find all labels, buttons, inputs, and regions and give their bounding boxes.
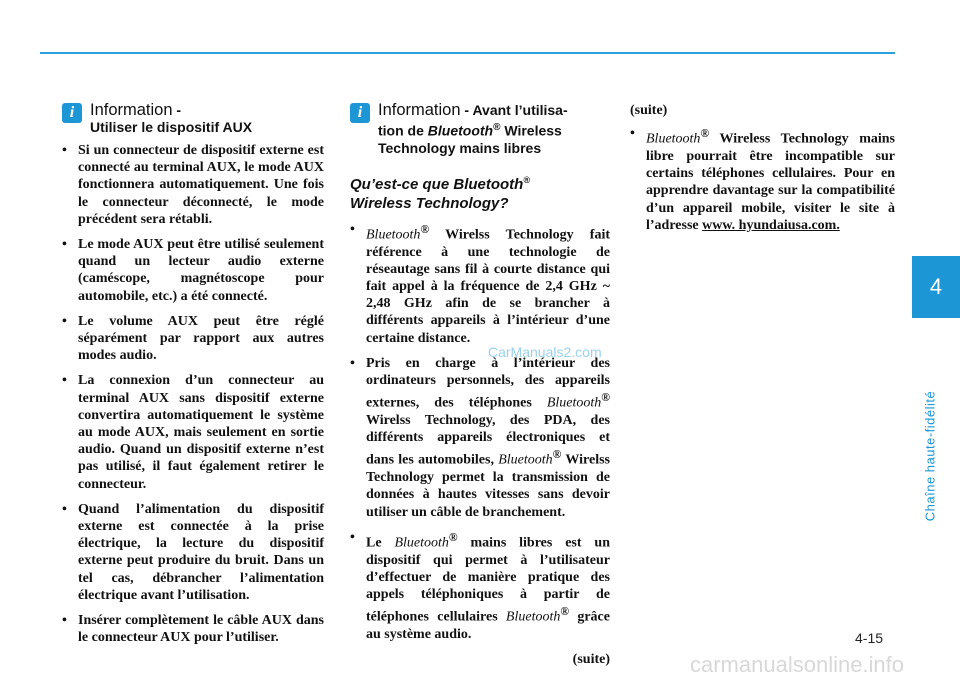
side-label-text: Chaîne haute-fidélité	[922, 390, 938, 522]
bluetooth-term: Bluetooth	[646, 131, 701, 147]
bullet-text: Wirelss Technology, des PDA, des différents appareils électroniques et dans les automobiles,	[366, 413, 610, 469]
bullet-text: Le	[366, 535, 395, 551]
list-item: • Le mode AUX peut être utilisé seulement quand un lecteur audio externe (caméscope, magnétoscope pour automobile, etc.) a été connecté.	[62, 236, 324, 305]
bluetooth-term: Bluetooth	[394, 535, 449, 551]
info-heading-aux	[62, 102, 324, 136]
info-label: Information	[378, 101, 461, 119]
title-part: tion de	[378, 122, 428, 139]
subheading	[350, 171, 610, 213]
bluetooth-term: Bluetooth	[546, 395, 602, 411]
info-label: Information	[90, 101, 173, 119]
info-icon: i	[62, 103, 82, 123]
bluetooth-term: Bluetooth	[498, 453, 553, 469]
aux-bullet-list	[62, 142, 324, 646]
compat-bullet-list	[630, 125, 895, 234]
column-aux	[62, 102, 324, 654]
info-title	[90, 102, 252, 136]
info-heading-bluetooth	[350, 102, 610, 157]
list-item: • Si un connecteur de dispositif externe est connecté au terminal AUX, le mode AUX fonctionnera automatiquement. Une fois le connecteur déconnecté, le mode précédent sera rétabli.	[62, 142, 324, 228]
bullet-text: Pris en charge à l’intérieur des ordinateurs personnels, des appareils externes, des téléphones	[366, 355, 610, 411]
list-item	[350, 529, 610, 644]
chapter-number: 4	[929, 274, 943, 299]
list-item	[350, 221, 610, 347]
registered-mark: ®	[601, 391, 610, 405]
list-item	[630, 125, 895, 234]
title-rest: Utiliser le dispositif AUX	[90, 119, 253, 135]
continued-label: (suite)	[572, 652, 610, 668]
subheading-part: Wireless Technology?	[350, 194, 509, 212]
title-part: - Avant l’utilisa-	[460, 102, 568, 118]
info-icon: i	[350, 103, 370, 123]
bluetooth-term: Bluetooth	[366, 227, 421, 243]
list-item: • Le volume AUX peut être réglé séparément par rapport aux autres modes audio.	[62, 313, 324, 365]
column-continued	[630, 102, 895, 242]
registered-mark: ®	[552, 448, 562, 462]
registered-mark: ®	[493, 122, 501, 133]
chapter-tab	[912, 256, 960, 318]
list-item: • Insérer complètement le câble AUX dans le connecteur AUX pour l’utiliser.	[62, 612, 324, 646]
bullet-text: mains libres est un dispositif qui permet à l’utilisateur d’effectuer de manière pratique des appels téléphoniques à partir de téléphones cellulaires	[366, 535, 610, 625]
list-item: • La connexion d’un connecteur au terminal AUX sans dispositif externe convertira automatiquement le système au mode AUX, mais seulement en sortie audio. Quand un dispositif externe n’est pas utilisé, il faut également retirer le connecteur.	[62, 372, 324, 492]
title-part: Wireless	[500, 122, 562, 139]
title-part: Technology mains libres	[378, 139, 542, 156]
overlay-watermark: CarManuals2.com	[488, 344, 602, 360]
registered-mark: ®	[523, 174, 530, 185]
list-item	[350, 355, 610, 521]
page-number: 4-15	[855, 630, 884, 646]
bullet-text: Wirelss Technology permet la transmission de données à hautes vitesses sans devoir utiliser un câble de branchement.	[366, 453, 610, 520]
bluetooth-bullet-list	[350, 221, 610, 644]
header-rule	[40, 52, 895, 54]
website-link[interactable]: www. hyundaiusa.com.	[702, 217, 840, 233]
bluetooth-term: Bluetooth	[505, 610, 561, 625]
watermark: carmanualsonline.info	[690, 652, 905, 677]
info-title	[378, 102, 568, 157]
continued-label: (suite)	[630, 103, 668, 118]
subheading-part: Qu’est-ce que Bluetooth	[350, 175, 524, 193]
list-item: • Quand l’alimentation du dispositif externe est connectée à la prise électrique, la lecture du dispositif externe peut produire du bruit. Dans un tel cas, débrancher l’alimentation électrique avant l’utilisation.	[62, 501, 324, 604]
registered-mark: ®	[420, 222, 430, 236]
bullet-text: grâce au système audio.	[366, 610, 610, 643]
title-bluetooth: Bluetooth	[427, 122, 494, 139]
registered-mark: ®	[560, 605, 570, 619]
column-bluetooth	[350, 102, 610, 669]
registered-mark: ®	[448, 530, 458, 544]
title-dash: -	[172, 102, 182, 118]
bullet-text: Wirelss Technology fait référence à une technologie de réseautage sans fil à courte distance qui fait appel à la fréquence de 2,4 GHz ~ 2,48 GHz afin de se brancher à différents appareils à l’intérieur d’une certaine distance.	[366, 227, 610, 346]
registered-mark: ®	[700, 127, 710, 141]
bullet-text: Wireless Technology mains libre pourrait être incompatible sur certains téléphones cellulaires. Pour en apprendre davantage sur la compatibilité d’un appareil mobile, visiter le site à l’adresse	[646, 131, 895, 233]
